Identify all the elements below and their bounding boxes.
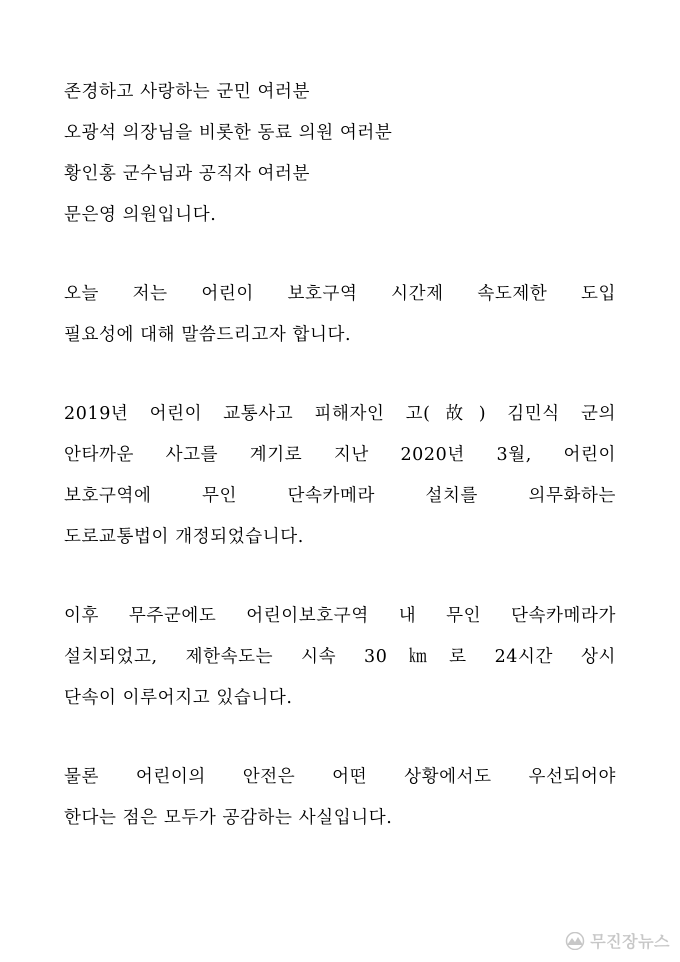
watermark-text: 무진장뉴스: [590, 932, 670, 951]
text-line: 물론 어린이의 안전은 어떤 상황에서도 우선되어야: [64, 767, 616, 787]
mountain-logo-icon: [564, 932, 586, 950]
text-line: 보호구역에 무인 단속카메라 설치를 의무화하는: [64, 486, 616, 506]
text-line: 오광석 의장님을 비롯한 동료 의원 여러분: [64, 123, 393, 143]
text-line: 문은영 의원입니다.: [64, 205, 217, 225]
paragraph-background: [64, 394, 616, 558]
text-line: 안타까운 사고를 계기로 지난 2020년 3월, 어린이: [64, 445, 616, 465]
paragraph-safety: [64, 757, 616, 839]
paragraph-topic: [64, 274, 616, 356]
speech-body: [64, 72, 616, 877]
text-line: 황인홍 군수님과 공직자 여러분: [64, 164, 311, 184]
text-line: 도로교통법이 개정되었습니다.: [64, 527, 304, 547]
text-line: 오늘 저는 어린이 보호구역 시간제 속도제한 도입: [64, 284, 616, 304]
paragraph-local: [64, 596, 616, 719]
paragraph-greeting: [64, 72, 616, 236]
text-line: 2019년 어린이 교통사고 피해자인 고(故) 김민식 군의: [64, 404, 616, 424]
text-line: 존경하고 사랑하는 군민 여러분: [64, 82, 311, 102]
text-line: 필요성에 대해 말씀드리고자 합니다.: [64, 325, 352, 345]
watermark: [564, 929, 670, 952]
text-line: 설치되었고, 제한속도는 시속 30㎞로 24시간 상시: [64, 647, 616, 667]
text-line: 한다는 점은 모두가 공감하는 사실입니다.: [64, 808, 393, 828]
text-line: 단속이 이루어지고 있습니다.: [64, 688, 293, 708]
text-line: 이후 무주군에도 어린이보호구역 내 무인 단속카메라가: [64, 606, 616, 626]
